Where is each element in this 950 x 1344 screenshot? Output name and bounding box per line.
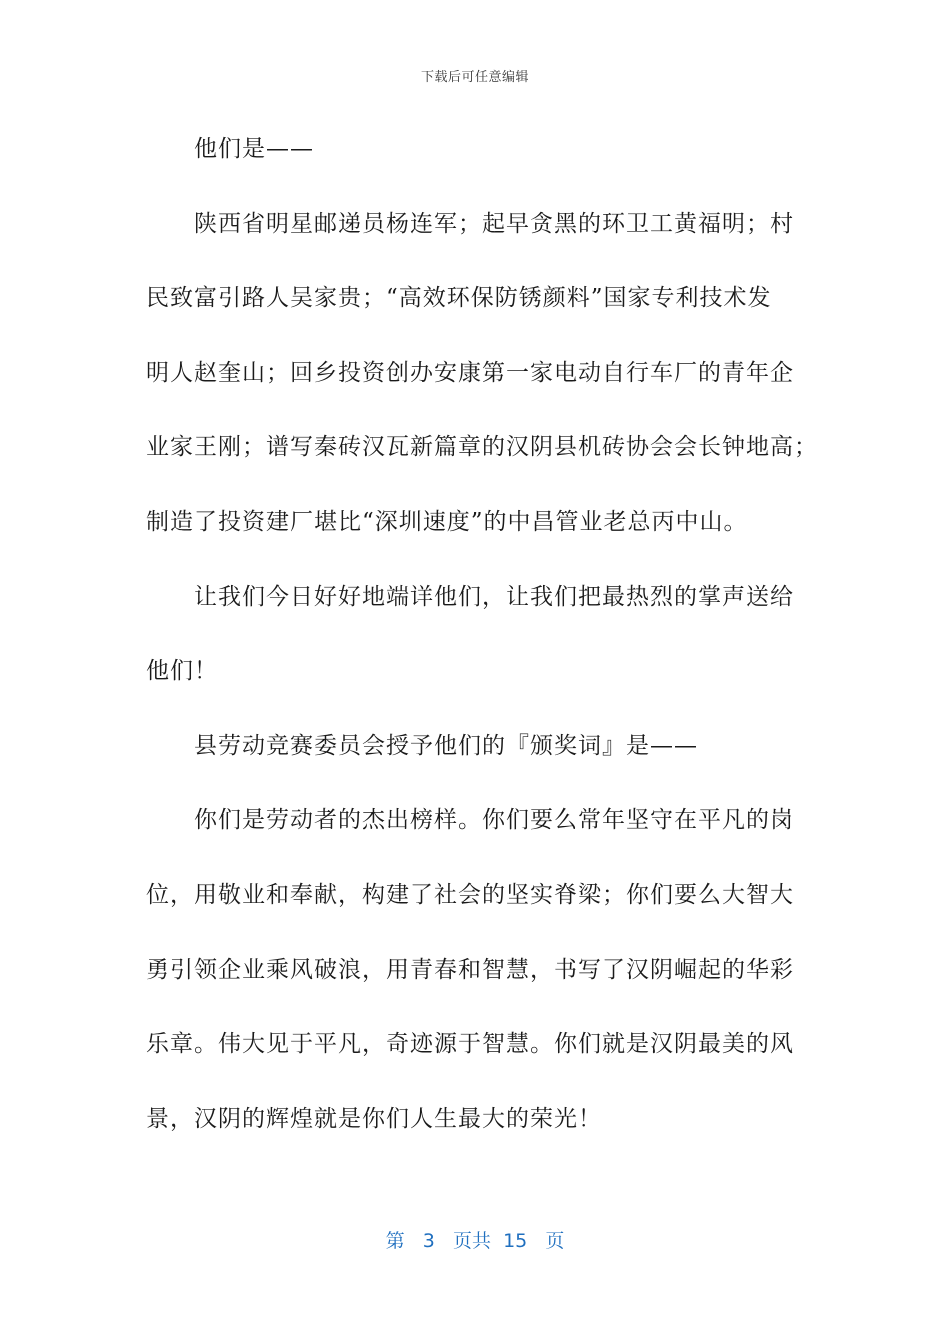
- text-line: 让我们今日好好地端详他们，让我们把最热烈的掌声送给: [194, 583, 794, 610]
- page-label-prefix: 第: [385, 1230, 405, 1252]
- document-body: [146, 112, 818, 1156]
- text-line: 民致富引路人吴家贵；“高效环保防锈颜料”国家专利技术发: [146, 285, 772, 312]
- text-line: 明人赵奎山；回乡投资创办安康第一家电动自行车厂的青年企: [146, 359, 794, 386]
- page-footer: [0, 1226, 950, 1253]
- text-line: 景，汉阴的辉煌就是你们人生最大的荣光！: [146, 1105, 602, 1132]
- total-pages-number: 15: [503, 1230, 528, 1252]
- header-note: 下载后可任意编辑: [420, 70, 529, 85]
- text-line: 他们！: [146, 658, 218, 685]
- text-line: 你们是劳动者的杰出榜样。你们要么常年坚守在平凡的岗: [194, 807, 794, 834]
- text-line: 他们是——: [194, 136, 314, 162]
- text-line: 乐章。伟大见于平凡，奇迹源于智慧。你们就是汉阴最美的风: [146, 1031, 794, 1058]
- text-line: 县劳动竞赛委员会授予他们的『颁奖词』是——: [194, 732, 698, 759]
- text-line: 业家王刚；谱写秦砖汉瓦新篇章的汉阴县机砖协会会长钟地高；: [146, 434, 818, 461]
- page-label-mid: 页共: [452, 1230, 491, 1252]
- current-page-number: 3: [422, 1230, 435, 1252]
- text-line: 位，用敬业和奉献，构建了社会的坚实脊梁；你们要么大智大: [146, 881, 794, 908]
- text-line: 制造了投资建厂堪比“深圳速度”的中昌管业老总丙中山。: [146, 508, 748, 535]
- text-line: 勇引领企业乘风破浪，用青春和智慧，书写了汉阴崛起的华彩: [146, 956, 794, 983]
- text-line: 陕西省明星邮递员杨连军；起早贪黑的环卫工黄福明；村: [194, 210, 794, 237]
- page-label-suffix: 页: [545, 1230, 565, 1252]
